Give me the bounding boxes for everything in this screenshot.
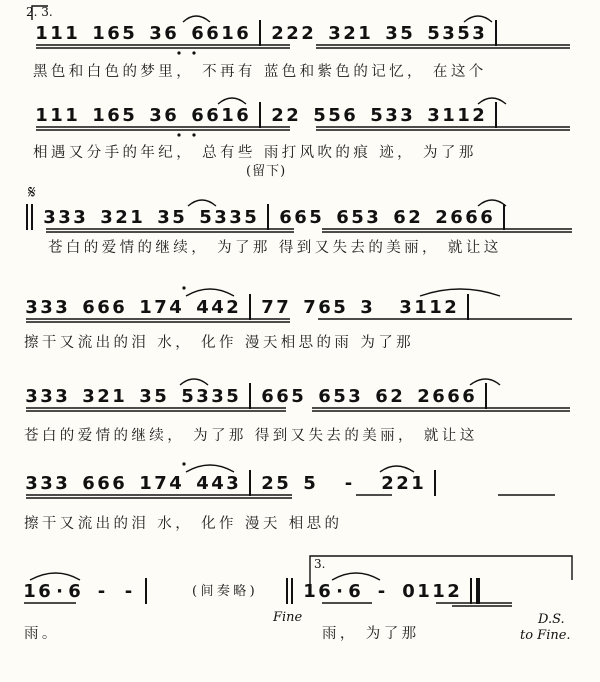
volta-2-3-label: 2. 3. [26, 5, 53, 19]
notes-row-4: 3 3 3 6 6 6 1 7 4 4 4 2 7 7 7 6 5 3 3 1 1 2 [24, 296, 478, 318]
notes-row-7-volta-3: 1 6 · 6 - 0 1 1 2 [286, 580, 489, 602]
lyrics-row-2: 相遇又分手的年纪， 总有些 雨打风吹的痕 迹， 为了那 [33, 145, 477, 161]
lyrics-row-7b: 雨， 为了那 [322, 626, 420, 642]
lyrics-row-1: 黑色和白色的梦里， 不再有 蓝色和紫色的记忆， 在这个 [33, 64, 487, 80]
ds-to-fine-marker: to Fine. [520, 628, 571, 643]
lyrics-row-4: 擦干又流出的泪 水， 化作 漫天相思的雨 为了那 [24, 335, 415, 351]
notes-row-1: 1 1 1 1 6 5 3 6 6 6 1 6 2 2 2 3 2 1 3 5 5 3 5 3 [34, 22, 506, 44]
fine-marker: Fine [273, 610, 303, 625]
lyrics-row-3: 苍白的爱情的继续， 为了那 得到又失去的美丽， 就让这 [48, 240, 502, 256]
interlude-marker: (间奏略) [192, 584, 259, 599]
notes-row-6: 3 3 3 6 6 6 1 7 4 4 4 3 2 5 5 - 2 2 1 [24, 472, 445, 494]
lyrics-row-7a: 雨。 [24, 626, 60, 642]
performance-note: (留下) [246, 164, 287, 179]
lyrics-row-5: 苍白的爱情的继续， 为了那 得到又失去的美丽， 就让这 [24, 428, 478, 444]
ds-marker: D.S. [538, 612, 565, 627]
lyrics-row-6: 擦干又流出的泪 水， 化作 漫天 相思的 [24, 516, 343, 532]
notes-row-5: 3 3 3 3 2 1 3 5 5 3 3 5 6 6 5 6 5 3 6 2 2 6 6 6 [24, 385, 496, 407]
notes-row-3: 3 3 3 3 2 1 3 5 5 3 3 5 6 6 5 6 5 3 6 2 2 6 6 6 [26, 206, 514, 228]
volta-3-label: 3. [314, 557, 326, 571]
segno-sign: 𝄋 [28, 182, 36, 203]
notes-row-7-ending: 1 6 · 6 - - [22, 580, 156, 602]
notes-row-2: 1 1 1 1 6 5 3 6 6 6 1 6 2 2 5 5 6 5 3 3 3 1 1 2 [34, 104, 506, 126]
